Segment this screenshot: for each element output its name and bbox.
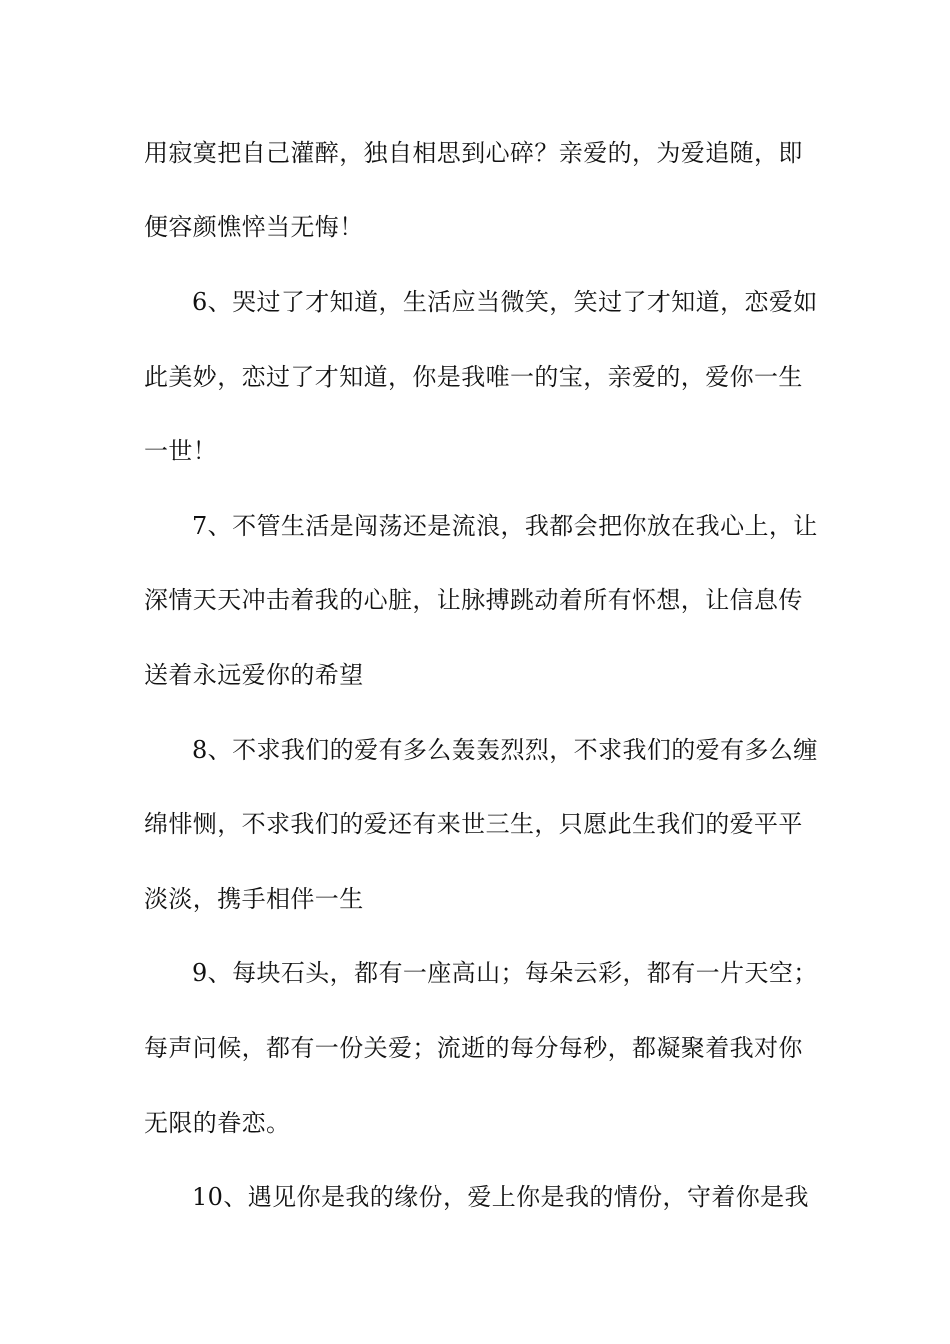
- text-line: 用寂寞把自己灌醉，独自相思到心碎？亲爱的，为爱追随，即: [144, 139, 803, 167]
- paragraph-7-line: 7、不管生活是闯荡还是流浪，我都会把你放在我心上，让: [192, 512, 818, 540]
- paragraph-6-line: 6、哭过了才知道，生活应当微笑，笑过了才知道，恋爱如: [192, 288, 818, 316]
- paragraph-8-line: 8、不求我们的爱有多么轰轰烈烈，不求我们的爱有多么缠: [192, 736, 818, 764]
- paragraph-10-line: 10、遇见你是我的缘份，爱上你是我的情份，守着你是我: [192, 1183, 809, 1211]
- text-line: 深情天天冲击着我的心脏，让脉搏跳动着所有怀想，让信息传: [144, 586, 803, 614]
- text-line: 无限的眷恋。: [144, 1109, 291, 1137]
- text-line: 此美妙，恋过了才知道，你是我唯一的宝，亲爱的，爱你一生: [144, 363, 803, 391]
- text-line: 每声问候，都有一份关爱；流逝的每分每秒，都凝聚着我对你: [144, 1034, 803, 1062]
- text-line: 送着永远爱你的希望: [144, 661, 364, 689]
- text-line: 一世！: [144, 437, 218, 465]
- text-line: 绵悱恻，不求我们的爱还有来世三生，只愿此生我们的爱平平: [144, 810, 803, 838]
- text-line: 淡淡，携手相伴一生: [144, 885, 364, 913]
- text-line: 便容颜憔悴当无悔！: [144, 213, 364, 241]
- paragraph-9-line: 9、每块石头，都有一座高山；每朵云彩，都有一片天空；: [192, 959, 818, 987]
